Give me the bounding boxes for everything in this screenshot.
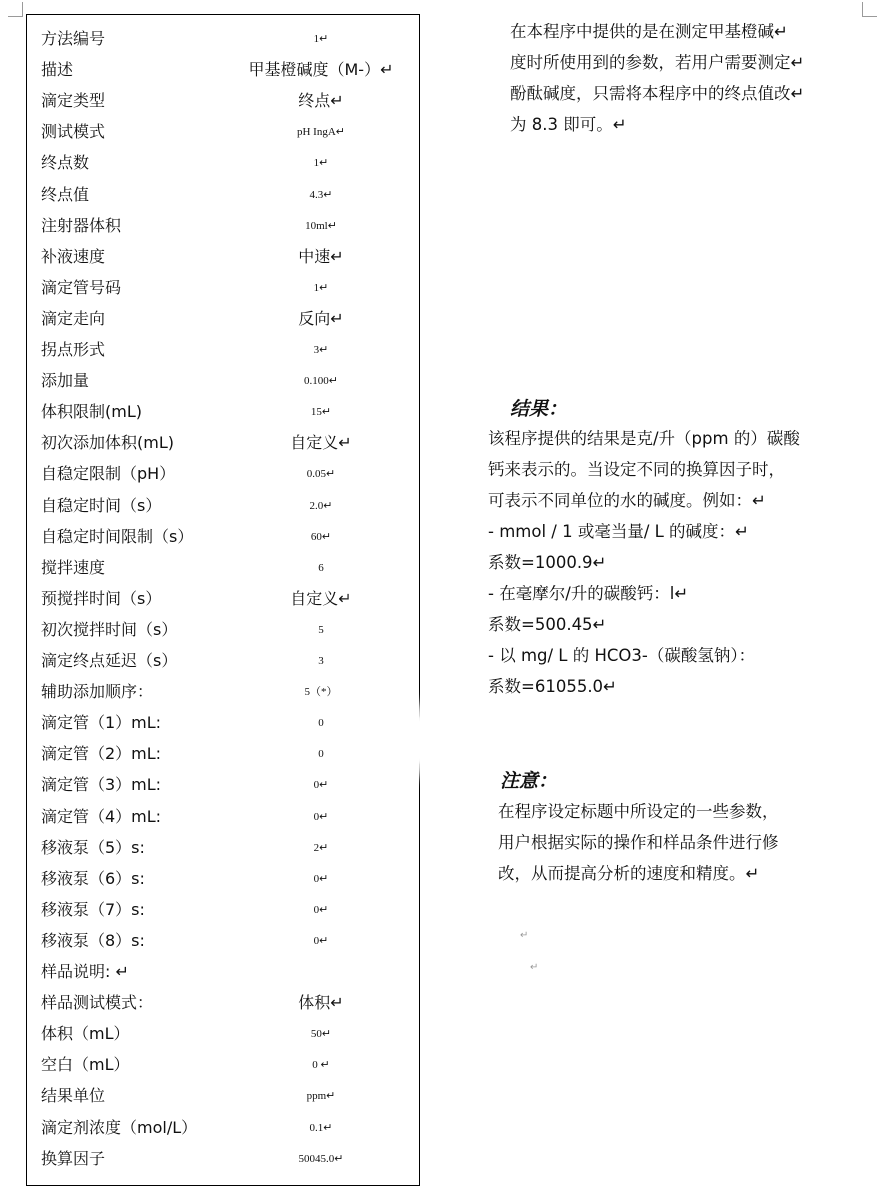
results-line: 系数=61055.0↵ [488,677,617,696]
param-value: 甲基橙碱度（M-）↵ [248,60,394,80]
param-label: 预搅拌时间（s） [41,588,162,608]
param-label: 样品测试模式： [41,993,154,1013]
results-line: 系数=1000.9↵ [488,553,607,572]
param-row [41,616,411,644]
param-value: 1↵ [313,33,329,45]
param-value: 50045.0↵ [298,1152,344,1165]
param-value: pH IngA↵ [296,126,346,139]
param-value: 4.3↵ [309,188,333,201]
param-value: 0↵ [313,903,329,916]
param-label: 注射器体积 [41,215,122,235]
param-row [41,647,411,675]
param-label: 滴定类型 [41,91,106,111]
intro-paragraph [510,16,804,140]
param-row [41,492,411,520]
param-value: 0↵ [313,779,329,792]
param-row [41,149,411,177]
param-row [41,554,411,582]
param-row [41,118,411,146]
notice-heading: 注意： [500,770,558,792]
param-row [41,1114,411,1142]
param-label: 描述 [41,60,74,80]
param-row [41,803,411,831]
param-row [41,1145,411,1173]
param-row [41,25,411,53]
param-value: 0↵ [313,810,329,823]
param-value: 0 ↵ [312,1059,330,1072]
param-row [41,212,411,240]
param-row [41,834,411,862]
param-label: 结果单位 [41,1086,106,1106]
param-row [41,958,411,986]
results-line: 可表示不同单位的水的碱度。例如：↵ [488,491,766,510]
param-value: 2↵ [313,841,329,854]
param-value: 反向↵ [298,308,344,328]
param-value: 0 [318,717,324,730]
page-corner-marker [862,2,877,17]
param-label: 滴定管（2）mL: [41,744,162,764]
param-row [41,429,411,457]
param-label: 移液泵（5）s: [41,837,145,857]
param-value: 2.0↵ [309,499,333,512]
param-row [41,460,411,488]
param-label: 自稳定时间（s） [41,495,162,515]
param-row [41,367,411,395]
param-label: 移液泵（7）s: [41,899,145,919]
param-value: 3↵ [313,344,329,356]
erased-area [360,700,420,780]
param-value: 0.100↵ [304,375,338,388]
results-paragraph [488,423,800,702]
param-value: ppm↵ [306,1090,336,1103]
param-label: 换算因子 [41,1148,106,1168]
param-row [41,181,411,209]
param-row [41,865,411,893]
param-label: 空白（mL） [41,1055,130,1075]
param-row [41,927,411,955]
intro-line: 在本程序中提供的是在测定甲基橙碱↵ [510,22,788,41]
param-label: 滴定终点延迟（s） [41,651,178,670]
param-value: 0.05↵ [306,468,336,481]
param-value: 自定义↵ [290,433,352,453]
param-label: 初次添加体积(mL) [41,433,174,453]
page-corner-marker [8,2,23,17]
results-line: - mmol / 1 或毫当量/ L 的碱度：↵ [488,522,749,541]
intro-line: 度时所使用到的参数，若用户需要测定↵ [510,53,805,72]
results-line: 系数=500.45↵ [488,615,607,634]
param-row [41,305,411,333]
results-heading: 结果： [510,398,568,420]
param-value: 0↵ [313,934,329,947]
param-row [41,1020,411,1048]
param-row [41,989,411,1017]
param-row [41,771,411,799]
param-value: 1↵ [313,281,329,294]
param-value: 5（*） [304,686,338,699]
param-row [41,523,411,551]
param-row [41,896,411,924]
param-label: 滴定剂浓度（mol/L） [41,1117,198,1137]
param-label: 样品说明: ↵ [41,962,129,981]
param-label: 自稳定时间限制（s） [41,526,194,546]
results-line: 该程序提供的结果是克/升（ppm 的）碳酸 [488,429,800,448]
param-row [41,585,411,613]
erased-area [360,560,400,700]
param-value: 自定义↵ [290,588,352,608]
param-value: 15↵ [310,406,332,419]
param-label: 辅助添加顺序： [41,682,154,702]
param-label: 终点值 [41,184,90,204]
results-line: - 以 mg/ L 的 HCO3-（碳酸氢钠）： [488,646,756,665]
param-label: 滴定管（3）mL: [41,775,162,795]
param-label: 滴定管（4）mL: [41,806,162,826]
param-label: 初次搅拌时间（s） [41,619,178,639]
param-label: 拐点形式 [41,340,106,359]
param-row [41,1082,411,1110]
param-value: 5 [318,623,324,636]
param-value: 3 [318,655,324,667]
param-label: 体积限制(mL) [41,402,142,422]
param-value: 1↵ [313,157,329,170]
param-label: 补液速度 [41,246,106,266]
param-label: 体积（mL） [41,1024,130,1044]
param-label: 滴定管（1）mL: [41,713,162,733]
paragraph-mark: ↵ [530,962,539,973]
param-value: 50↵ [310,1028,332,1041]
param-value: 0 [318,748,324,761]
param-row [41,87,411,115]
param-value: 终点↵ [298,91,344,111]
param-label: 滴定走向 [41,308,106,328]
param-value: 中速↵ [298,246,344,266]
results-line: - 在毫摩尔/升的碳酸钙：l↵ [488,584,689,603]
param-label: 移液泵（8）s: [41,930,145,950]
param-row [41,243,411,271]
param-label: 测试模式 [41,122,106,142]
param-value: 10ml↵ [305,219,337,232]
param-row [41,678,411,706]
notice-line: 在程序设定标题中所设定的一些参数， [498,802,779,821]
param-label: 搅拌速度 [41,557,106,577]
param-row [41,56,411,84]
param-label: 方法编号 [41,29,106,48]
param-label: 添加量 [41,371,90,391]
results-line: 钙来表示的。当设定不同的换算因子时， [488,460,785,479]
param-row [41,336,411,364]
notice-paragraph [498,796,779,889]
paragraph-mark: ↵ [520,930,529,941]
param-label: 终点数 [41,153,90,173]
param-value: 体积↵ [298,993,344,1013]
param-value: 60↵ [310,530,332,543]
param-row [41,274,411,302]
param-value: 0↵ [313,872,329,885]
param-row [41,1051,411,1079]
param-label: 滴定管号码 [41,277,122,297]
param-row [41,398,411,426]
param-label: 移液泵（6）s: [41,868,145,888]
notice-line: 用户根据实际的操作和样品条件进行修 [498,833,779,852]
param-row [41,709,411,737]
param-row [41,740,411,768]
notice-line: 改，从而提高分析的速度和精度。↵ [498,864,760,883]
param-label: 自稳定限制（pH） [41,464,176,484]
intro-line: 酚酞碱度，只需将本程序中的终点值改↵ [510,84,805,103]
param-value: 0.1↵ [309,1121,333,1134]
intro-line: 为 8.3 即可。↵ [510,115,627,134]
param-value: 6 [318,561,324,574]
